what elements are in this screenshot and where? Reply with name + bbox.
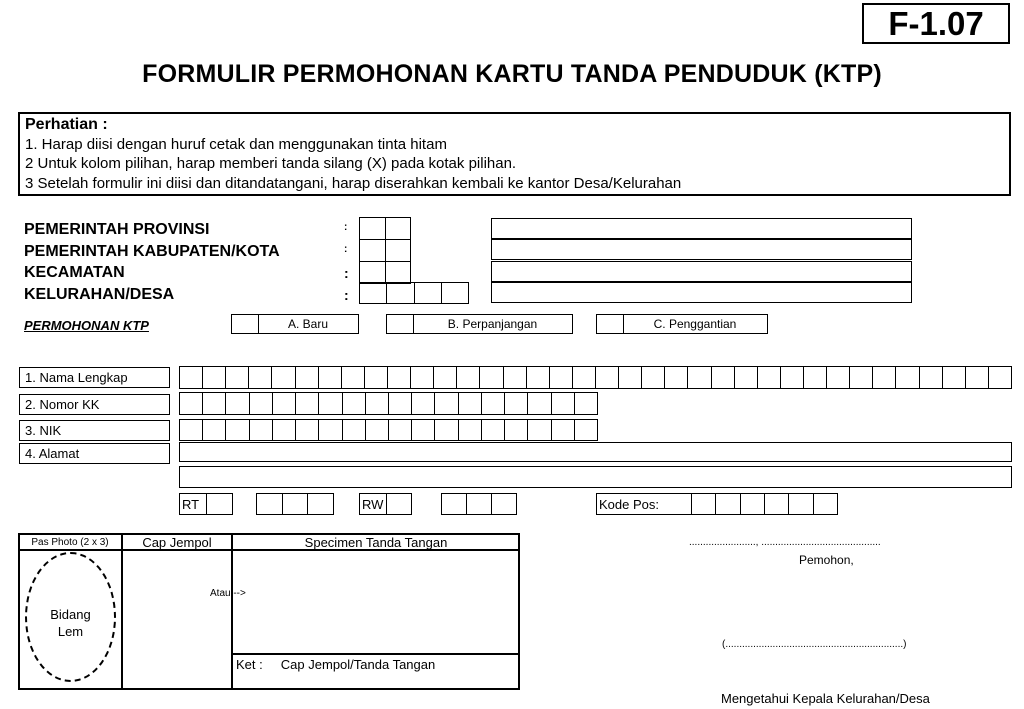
glue-area-label: Bidang Lem	[50, 607, 91, 639]
rt-box[interactable]	[206, 493, 233, 515]
district-code-boxes[interactable]	[359, 261, 411, 284]
postal-code-label: Kode Pos:	[596, 493, 692, 515]
rw-number-boxes[interactable]	[441, 493, 517, 515]
nik-boxes[interactable]	[179, 419, 598, 441]
village-code-boxes[interactable]	[359, 282, 469, 304]
district-name-field[interactable]	[491, 261, 912, 282]
full-name-boxes[interactable]	[179, 366, 1012, 389]
place-date-line[interactable]: ........................, ...........................................	[689, 537, 881, 548]
option-replacement[interactable]	[596, 314, 768, 334]
signature-header: Specimen Tanda Tangan	[304, 535, 448, 550]
nik-label: 3. NIK	[19, 420, 170, 441]
option-new-checkbox[interactable]	[232, 315, 259, 333]
village-label: KELURAHAN/DESA	[24, 286, 175, 303]
option-replacement-label: C. Penggantian	[653, 317, 737, 331]
divider-thumb	[231, 533, 233, 690]
regency-label: PEMERINTAH KABUPATEN/KOTA	[24, 243, 280, 260]
province-label: PEMERINTAH PROVINSI	[24, 221, 210, 238]
rw-box[interactable]	[386, 493, 412, 515]
province-code-boxes[interactable]	[359, 217, 411, 240]
regency-colon: :	[344, 244, 348, 255]
notice-box	[18, 112, 1011, 196]
divider-photo	[121, 533, 123, 690]
option-new-label: A. Baru	[287, 317, 329, 331]
province-name-field[interactable]	[491, 218, 912, 239]
form-code: F-1.07	[862, 3, 1010, 44]
address-line-2[interactable]	[179, 466, 1012, 488]
signature-note: Ket : Cap Jempol/Tanda Tangan	[236, 657, 436, 672]
notice-item-2: 2 Untuk kolom pilihan, harap memberi tanda silang (X) pada kotak pilihan.	[25, 155, 517, 172]
notice-heading: Perhatian :	[25, 116, 108, 133]
address-line-1[interactable]	[179, 442, 1012, 462]
notice-item-3: 3 Setelah formulir ini diisi dan ditandatangani, harap diserahkan kembali ke kantor Desa/Kelurahan	[25, 174, 682, 192]
regency-code-boxes[interactable]	[359, 239, 411, 262]
or-arrow-label: Atau -->	[210, 588, 246, 599]
applicant-label: Pemohon,	[799, 553, 854, 567]
village-head-acknowledgement: Mengetahui Kepala Kelurahan/Desa	[721, 691, 930, 706]
regency-name-field[interactable]	[491, 239, 912, 260]
province-colon: :	[344, 222, 348, 233]
rt-label: RT	[179, 493, 207, 515]
district-label: KECAMATAN	[24, 264, 125, 281]
applicant-name-line[interactable]: (................................................................)	[722, 639, 907, 650]
notice-item-1: 1. Harap diisi dengan huruf cetak dan menggunakan tinta hitam	[25, 135, 447, 153]
district-colon: :	[344, 265, 349, 281]
note-divider	[231, 653, 520, 655]
village-name-field[interactable]	[491, 282, 912, 303]
village-colon: :	[344, 287, 349, 303]
form-title: FORMULIR PERMOHONAN KARTU TANDA PENDUDUK (KTP)	[142, 60, 882, 88]
postal-code-boxes[interactable]	[691, 493, 838, 515]
photo-header: Pas Photo (2 x 3)	[31, 537, 109, 548]
kk-number-boxes[interactable]	[179, 392, 598, 415]
thumb-header: Cap Jempol	[142, 535, 212, 550]
address-label: 4. Alamat	[19, 443, 170, 464]
option-new[interactable]	[231, 314, 359, 334]
option-extension[interactable]	[386, 314, 573, 334]
option-extension-label: B. Perpanjangan	[447, 317, 538, 331]
option-extension-checkbox[interactable]	[387, 315, 414, 333]
application-type-label: PERMOHONAN KTP	[24, 318, 149, 333]
option-replacement-checkbox[interactable]	[597, 315, 624, 333]
rt-number-boxes[interactable]	[256, 493, 334, 515]
full-name-label: 1. Nama Lengkap	[19, 367, 170, 388]
kk-number-label: 2. Nomor KK	[19, 394, 170, 415]
rw-label: RW	[359, 493, 387, 515]
